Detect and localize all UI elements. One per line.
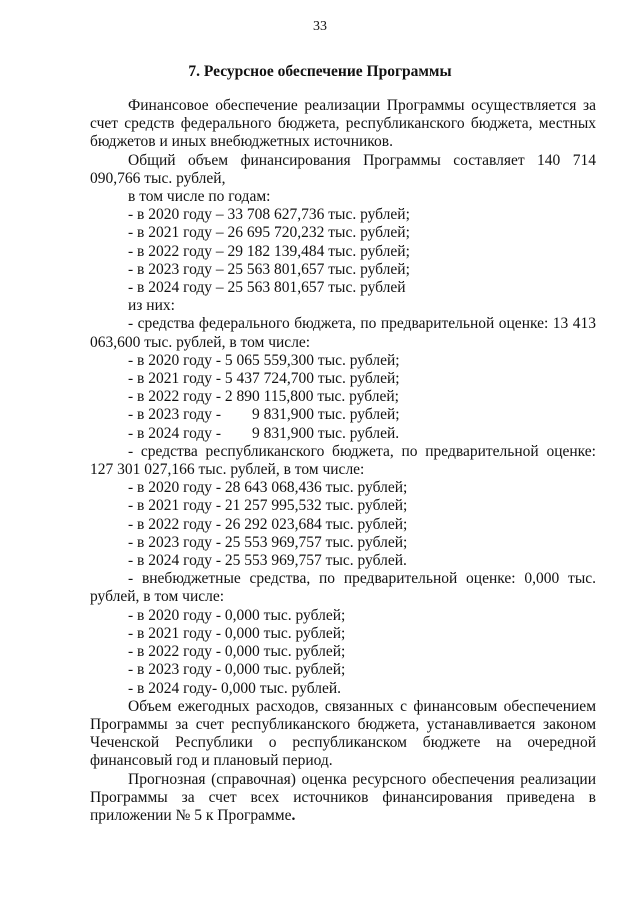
by-years-label: в том числе по годам: xyxy=(128,188,271,206)
republican-year-item: - в 2020 году - 28 643 068,436 тыс. рублей; xyxy=(128,479,408,497)
page-number: 33 xyxy=(313,19,327,34)
republican-year-item: - в 2024 году - 25 553 969,757 тыс. рублей. xyxy=(128,552,407,570)
year-total-item: - в 2021 году – 26 695 720,232 тыс. рублей; xyxy=(128,224,410,242)
federal-year-item: - в 2020 году - 5 065 559,300 тыс. рублей; xyxy=(128,351,400,369)
year-total-item: - в 2022 году – 29 182 139,484 тыс. рублей; xyxy=(128,242,410,260)
annual-expenses-paragraph: Объем ежегодных расходов, связанных с финансовым обеспечением Программы за счет республиканского бюджета, устанавливается законом Чеченской Республики о республиканском бюджете на очередной финансовый год и плановый период. xyxy=(90,697,596,770)
year-total-item: - в 2023 году – 25 563 801,657 тыс. рублей; xyxy=(128,260,410,278)
federal-year-item: - в 2023 году - 9 831,900 тыс. рублей; xyxy=(128,406,400,424)
of-them-label: из них: xyxy=(128,297,175,315)
federal-intro: - средства федерального бюджета, по предварительной оценке: 13 413 063,600 тыс. рублей, в том числе: xyxy=(90,315,596,351)
extrabudget-year-item: - в 2023 году - 0,000 тыс. рублей; xyxy=(128,661,346,679)
federal-year-item: - в 2024 году - 9 831,900 тыс. рублей. xyxy=(128,424,400,442)
republican-intro: - средства республиканского бюджета, по предварительной оценке: 127 301 027,166 тыс. рублей, в том числе: xyxy=(90,442,596,479)
intro-paragraph: Финансовое обеспечение реализации Программы осуществляется за счет средств федерального бюджета, республиканского бюджета, местных бюджетов и иных внебюджетных источников. xyxy=(90,97,596,151)
forecast-end: . xyxy=(291,806,296,824)
section-heading: 7. Ресурсное обеспечение Программы xyxy=(188,63,452,80)
federal-year-item: - в 2022 году - 2 890 115,800 тыс. рублей; xyxy=(128,388,399,406)
total-paragraph: Общий объем финансирования Программы составляет 140 714 090,766 тыс. рублей, xyxy=(90,151,596,187)
forecast-text: Прогнозная (справочная) оценка ресурсного обеспечения реализации Программы за счет всех источников финансирования приведена в приложении № 5 к Программе xyxy=(90,770,596,824)
republican-year-item: - в 2023 году - 25 553 969,757 тыс. рублей; xyxy=(128,533,408,551)
republican-year-item: - в 2022 году - 26 292 023,684 тыс. рублей; xyxy=(128,515,408,533)
year-total-item: - в 2020 году – 33 708 627,736 тыс. рублей; xyxy=(128,206,410,224)
year-total-item: - в 2024 году – 25 563 801,657 тыс. рублей xyxy=(128,279,406,297)
extrabudget-year-item: - в 2020 году - 0,000 тыс. рублей; xyxy=(128,606,346,624)
extrabudget-year-item: - в 2024 году- 0,000 тыс. рублей. xyxy=(128,679,341,697)
federal-year-item: - в 2021 году - 5 437 724,700 тыс. рублей; xyxy=(128,370,400,388)
extrabudget-year-item: - в 2022 году - 0,000 тыс. рублей; xyxy=(128,643,346,661)
republican-year-item: - в 2021 году - 21 257 995,532 тыс. рублей; xyxy=(128,497,408,515)
extrabudget-year-item: - в 2021 году - 0,000 тыс. рублей; xyxy=(128,624,346,642)
extrabudget-intro: - внебюджетные средства, по предварительной оценке: 0,000 тыс. рублей, в том числе: xyxy=(90,570,596,606)
forecast-paragraph xyxy=(90,771,596,826)
section-body xyxy=(90,97,596,825)
